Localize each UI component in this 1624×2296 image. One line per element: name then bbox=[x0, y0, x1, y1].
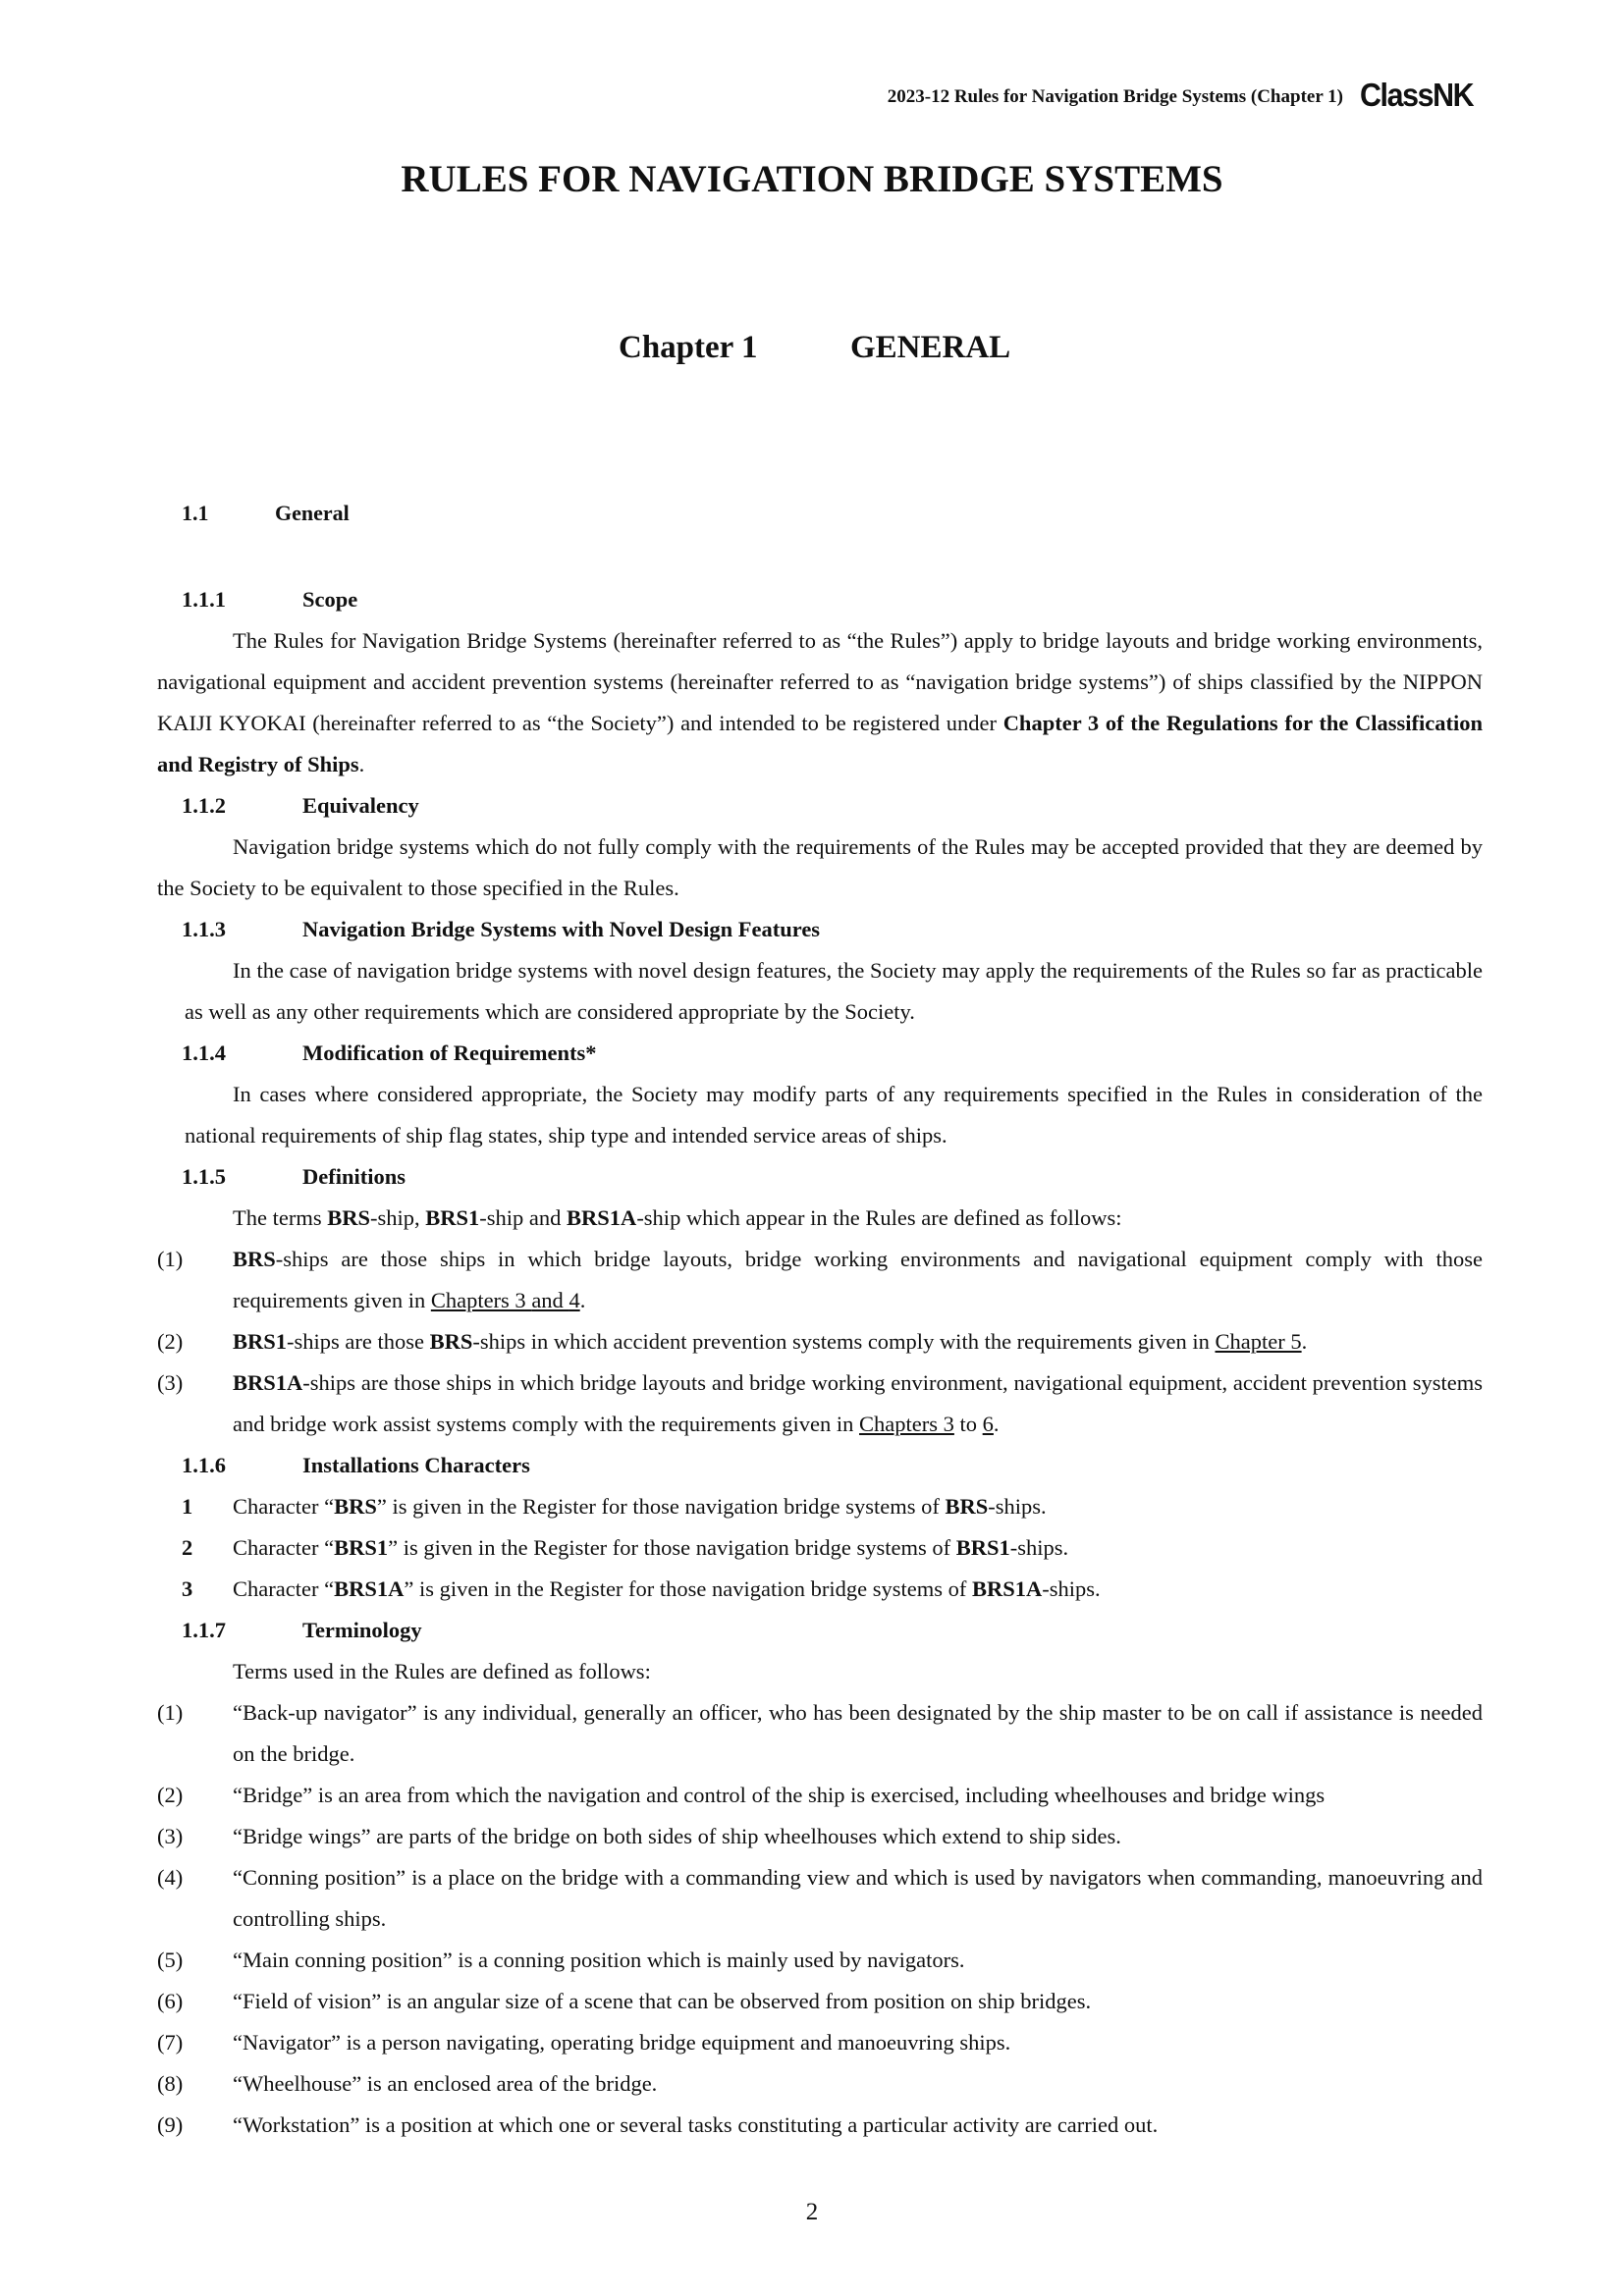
scope-paragraph bbox=[157, 620, 1483, 785]
text: -ship and bbox=[479, 1205, 568, 1230]
term: BRS bbox=[334, 1494, 377, 1519]
text: -ships are those ships in which bridge layouts and bridge working environment, navigational equipment, accident prevention systems and bridge work assist systems comply with the requirements given in bbox=[233, 1370, 1483, 1436]
text: -ship which appear in the Rules are defined as follows: bbox=[636, 1205, 1122, 1230]
subsection-title: Modification of Requirements* bbox=[302, 1041, 597, 1065]
item-label: 1 bbox=[182, 1494, 193, 1519]
subsection-title: Terminology bbox=[302, 1618, 422, 1642]
item-text: “Back-up navigator” is any individual, generally an officer, who has been designated by the ship master to be on call if assistance is needed on the bridge. bbox=[233, 1700, 1483, 1766]
item-text: “Bridge” is an area from which the navigation and control of the ship is exercised, including wheelhouses and bridge wings bbox=[233, 1783, 1326, 1807]
term-item bbox=[157, 2022, 1483, 2063]
section-heading bbox=[182, 501, 350, 526]
text: ” is given in the Register for those navigation bridge systems of bbox=[388, 1535, 956, 1560]
chapter-link[interactable]: Chapters 3 bbox=[430, 1288, 532, 1312]
section-title: General bbox=[275, 501, 350, 525]
character-item bbox=[157, 1569, 1483, 1610]
subsection-title: Equivalency bbox=[302, 793, 419, 818]
item-label: 2 bbox=[182, 1535, 193, 1560]
classnk-logo: ClassNK bbox=[1360, 77, 1474, 113]
text: -ships are those bbox=[287, 1329, 430, 1354]
subsection-title: Scope bbox=[302, 587, 358, 612]
character-item bbox=[157, 1486, 1483, 1527]
chapter-link[interactable]: 4 bbox=[568, 1288, 580, 1312]
term-brs1: BRS1 bbox=[425, 1205, 480, 1230]
item-label: (1) bbox=[157, 1247, 184, 1271]
paragraph-text: The Rules for Navigation Bridge Systems (hereinafter referred to as “the Rules”) apply to bridge layouts and bridge working environments, navigational equipment and accident prevention systems (hereinafter referred to as “navigation bridge systems”) of ships classified by the NIPPON KAIJI KYOKAI (hereinafter referred to as “the Society”) and intended to be registered under bbox=[157, 628, 1483, 735]
term-item bbox=[157, 1775, 1483, 1816]
text: -ships. bbox=[1009, 1535, 1069, 1560]
novel-design-paragraph: In the case of navigation bridge systems with novel design features, the Society may apply the requirements of the Rules so far as practicable as well as any other requirements which are considered appropriate by the Society. bbox=[185, 958, 1483, 1024]
term: BRS1A bbox=[233, 1370, 303, 1395]
subsection-number: 1.1.4 bbox=[182, 1041, 226, 1065]
item-label: (3) bbox=[157, 1824, 184, 1848]
subsection-heading-characters bbox=[157, 1445, 1483, 1486]
item-label: (4) bbox=[157, 1865, 184, 1890]
chapter-link[interactable]: Chapters 3 bbox=[859, 1412, 954, 1436]
text: . bbox=[1301, 1329, 1308, 1354]
equivalency-paragraph: Navigation bridge systems which do not fully comply with the requirements of the Rules may be accepted provided that they are deemed by the Society to be equivalent to those specified in the Rules. bbox=[157, 834, 1483, 900]
item-text: “Wheelhouse” is an enclosed area of the bridge. bbox=[233, 2071, 658, 2096]
item-label: 3 bbox=[182, 1576, 193, 1601]
term: BRS1A bbox=[971, 1576, 1043, 1601]
chapter-number: Chapter 1 bbox=[619, 330, 758, 365]
terminology-intro: Terms used in the Rules are defined as follows: bbox=[233, 1659, 651, 1683]
chapter-heading bbox=[619, 330, 1011, 366]
term-item bbox=[157, 1940, 1483, 1981]
term-item bbox=[157, 1816, 1483, 1857]
definition-item bbox=[157, 1239, 1483, 1321]
regulation-reference: Chapter 3 of the Regulations for the Classification and Registry of Ships bbox=[157, 711, 1483, 776]
chapter-link[interactable]: Chapter 5 bbox=[1215, 1329, 1302, 1354]
subsection-title: Navigation Bridge Systems with Novel Design Features bbox=[302, 917, 821, 941]
item-label: (2) bbox=[157, 1329, 184, 1354]
text: Character “ bbox=[233, 1494, 335, 1519]
term-item bbox=[157, 2105, 1483, 2146]
text: -ship, bbox=[370, 1205, 426, 1230]
item-label: (8) bbox=[157, 2071, 184, 2096]
term-brs: BRS bbox=[327, 1205, 370, 1230]
chapter-title: GENERAL bbox=[850, 330, 1011, 365]
subsection-heading-terminology bbox=[157, 1610, 1483, 1651]
term: BRS1 bbox=[334, 1535, 389, 1560]
subsection-number: 1.1.6 bbox=[182, 1453, 226, 1477]
text: -ships are those ships in which bridge layouts, bridge working environments and navigational equipment comply with those requirements given in bbox=[233, 1247, 1483, 1312]
item-label: (9) bbox=[157, 2112, 184, 2137]
item-text: “Field of vision” is an angular size of a scene that can be observed from position on ship bridges. bbox=[233, 1989, 1092, 2013]
subsection-title: Definitions bbox=[302, 1164, 406, 1189]
text: -ships in which accident prevention systems comply with the requirements given in bbox=[472, 1329, 1216, 1354]
subsection-heading-novel-design bbox=[157, 909, 1483, 950]
item-label: (1) bbox=[157, 1700, 184, 1725]
text: . bbox=[993, 1412, 1000, 1436]
text: and bbox=[531, 1288, 569, 1312]
item-text: “Bridge wings” are parts of the bridge on both sides of ship wheelhouses which extend to ship sides. bbox=[233, 1824, 1121, 1848]
item-label: (5) bbox=[157, 1948, 184, 1972]
subsection-heading-modification bbox=[157, 1033, 1483, 1074]
subsection-heading-scope bbox=[157, 579, 1483, 620]
definition-item bbox=[157, 1362, 1483, 1445]
text: -ships. bbox=[1042, 1576, 1101, 1601]
text: Character “ bbox=[233, 1576, 335, 1601]
term-item bbox=[157, 1692, 1483, 1775]
subsection-number: 1.1.1 bbox=[182, 587, 226, 612]
subsection-number: 1.1.3 bbox=[182, 917, 226, 941]
item-label: (2) bbox=[157, 1783, 184, 1807]
definitions-intro bbox=[157, 1198, 1483, 1239]
chapter-link[interactable]: 6 bbox=[982, 1412, 994, 1436]
item-text: “Navigator” is a person navigating, operating bridge equipment and manoeuvring ships. bbox=[233, 2030, 1011, 2055]
term-item bbox=[157, 1981, 1483, 2022]
text: ” is given in the Register for those navigation bridge systems of bbox=[404, 1576, 972, 1601]
item-label: (6) bbox=[157, 1989, 184, 2013]
subsection-number: 1.1.2 bbox=[182, 793, 226, 818]
subsection-heading-equivalency bbox=[157, 785, 1483, 827]
subsection-number: 1.1.5 bbox=[182, 1164, 226, 1189]
text: to bbox=[953, 1412, 983, 1436]
term-item bbox=[157, 2063, 1483, 2105]
subsection-number: 1.1.7 bbox=[182, 1618, 226, 1642]
item-text: “Workstation” is a position at which one or several tasks constituting a particular activity are carried out. bbox=[233, 2112, 1159, 2137]
text: -ships. bbox=[988, 1494, 1047, 1519]
section-number: 1.1 bbox=[182, 501, 209, 525]
item-label: (7) bbox=[157, 2030, 184, 2055]
term: BRS1 bbox=[233, 1329, 288, 1354]
term: BRS bbox=[429, 1329, 473, 1354]
document-title: RULES FOR NAVIGATION BRIDGE SYSTEMS bbox=[401, 158, 1223, 200]
text: . bbox=[579, 1288, 586, 1312]
term: BRS1A bbox=[334, 1576, 405, 1601]
text: The terms bbox=[233, 1205, 328, 1230]
subsection-title: Installations Characters bbox=[302, 1453, 530, 1477]
text: Character “ bbox=[233, 1535, 335, 1560]
item-label: (3) bbox=[157, 1370, 184, 1395]
running-header: 2023-12 Rules for Navigation Bridge Systems (Chapter 1) bbox=[887, 86, 1343, 107]
term-item bbox=[157, 1857, 1483, 1940]
term: BRS bbox=[233, 1247, 276, 1271]
term: BRS1 bbox=[955, 1535, 1010, 1560]
character-item bbox=[157, 1527, 1483, 1569]
text: ” is given in the Register for those navigation bridge systems of bbox=[376, 1494, 946, 1519]
item-text: “Main conning position” is a conning position which is mainly used by navigators. bbox=[233, 1948, 965, 1972]
page-number: 2 bbox=[805, 2199, 819, 2225]
document-body bbox=[157, 579, 1483, 2146]
paragraph-end: . bbox=[358, 752, 365, 776]
definition-item bbox=[157, 1321, 1483, 1362]
term: BRS bbox=[945, 1494, 989, 1519]
subsection-heading-definitions bbox=[157, 1156, 1483, 1198]
modification-paragraph: In cases where considered appropriate, the Society may modify parts of any requirements specified in the Rules in consideration of the national requirements of ship flag states, ship type and intended service areas of ships. bbox=[185, 1082, 1483, 1148]
item-text: “Conning position” is a place on the bridge with a commanding view and which is used by navigators when commanding, manoeuvring and controlling ships. bbox=[233, 1865, 1483, 1931]
term-brs1a: BRS1A bbox=[567, 1205, 637, 1230]
